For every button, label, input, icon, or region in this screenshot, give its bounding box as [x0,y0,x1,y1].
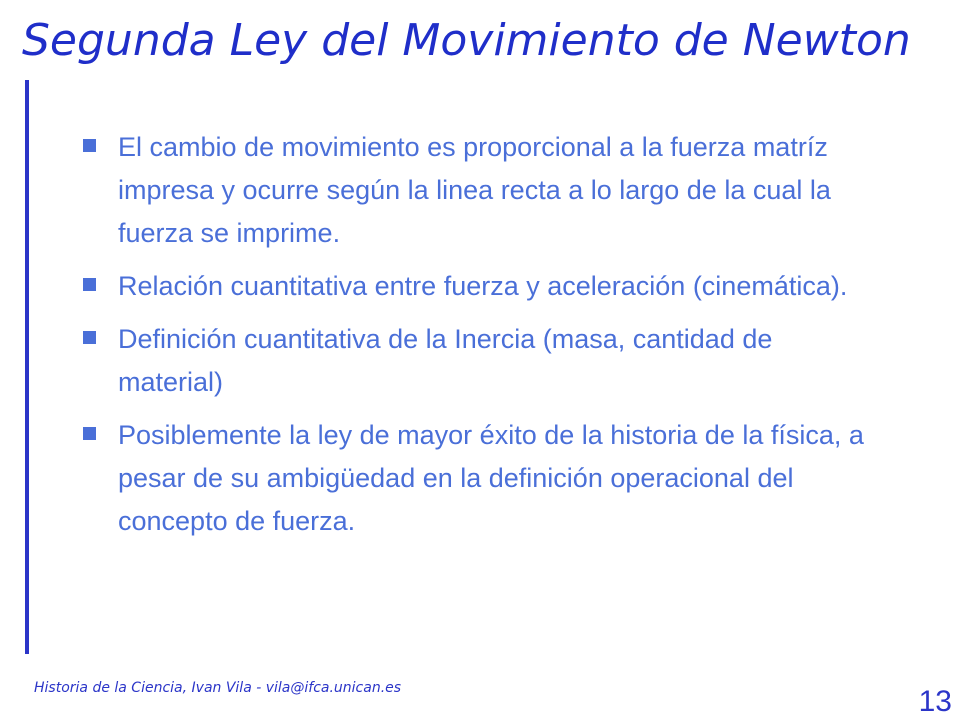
bullet-item [80,318,870,404]
bullet-text: Posiblemente la ley de mayor éxito de la historia de la física, a pesar de su ambigüedad en la definición operacional del concepto de fuerza. [118,420,864,536]
bullet-text: Definición cuantitativa de la Inercia (masa, cantidad de material) [118,324,773,397]
bullet-text: El cambio de movimiento es proporcional a la fuerza matríz impresa y ocurre según la linea recta a lo largo de la cual la fuerza se imprime. [118,132,831,248]
slide-title: Segunda Ley del Movimiento de Newton [22,15,911,66]
square-bullet-icon [83,331,96,344]
bullet-text: Relación cuantitativa entre fuerza y aceleración (cinemática). [118,271,848,301]
square-bullet-icon [83,427,96,440]
bullet-item [80,126,870,255]
footer-credit: Historia de la Ciencia, Ivan Vila - vila@ifca.unican.es [34,680,402,696]
bullet-item [80,265,870,308]
bullet-list [80,126,870,553]
bullet-item [80,414,870,543]
page-number: 13 [918,685,952,718]
square-bullet-icon [83,139,96,152]
vertical-accent-bar [25,80,29,654]
square-bullet-icon [83,278,96,291]
